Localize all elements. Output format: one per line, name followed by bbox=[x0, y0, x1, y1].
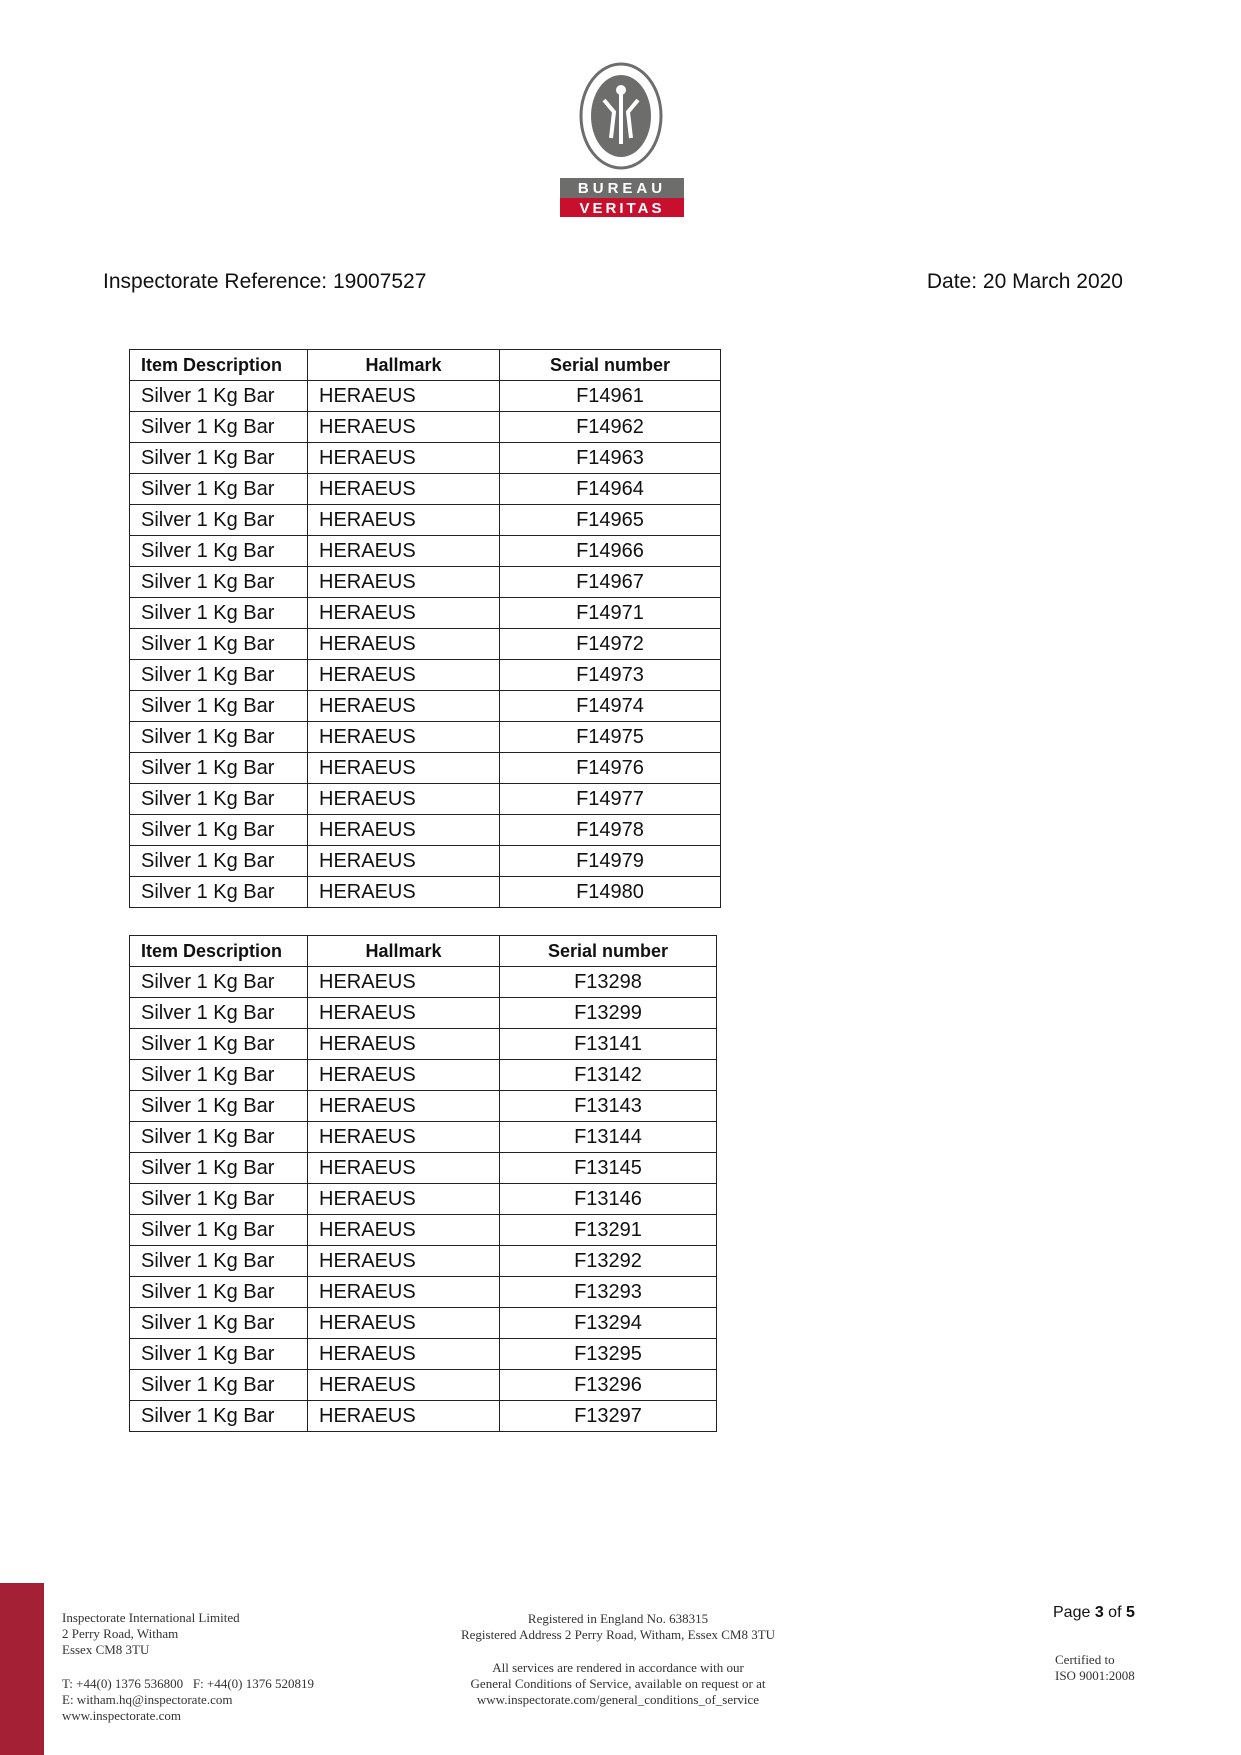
certified-label: Certified to bbox=[1055, 1652, 1115, 1667]
serial-number-cell: F14972 bbox=[500, 629, 721, 660]
table-row bbox=[130, 815, 721, 846]
table-row bbox=[130, 443, 721, 474]
hallmark-cell: HERAEUS bbox=[308, 660, 500, 691]
serial-number-cell: F13297 bbox=[500, 1401, 717, 1432]
table-row bbox=[130, 505, 721, 536]
item-description-cell: Silver 1 Kg Bar bbox=[130, 1277, 308, 1308]
item-description-cell: Silver 1 Kg Bar bbox=[130, 443, 308, 474]
logo-word-bureau: BUREAU bbox=[577, 180, 667, 197]
serial-number-cell: F14962 bbox=[500, 412, 721, 443]
item-description-cell: Silver 1 Kg Bar bbox=[130, 1215, 308, 1246]
table-row bbox=[130, 998, 717, 1029]
item-description-cell: Silver 1 Kg Bar bbox=[130, 567, 308, 598]
hallmark-cell: HERAEUS bbox=[308, 998, 500, 1029]
column-item-description: Item Description bbox=[130, 936, 308, 967]
table-row bbox=[130, 660, 721, 691]
item-description-cell: Silver 1 Kg Bar bbox=[130, 474, 308, 505]
item-description-cell: Silver 1 Kg Bar bbox=[130, 1029, 308, 1060]
table-row bbox=[130, 474, 721, 505]
serial-number-cell: F13293 bbox=[500, 1277, 717, 1308]
footer-email: E: witham.hq@inspectorate.com bbox=[62, 1692, 233, 1707]
serial-number-cell: F13143 bbox=[500, 1091, 717, 1122]
table-row bbox=[130, 1060, 717, 1091]
item-description-cell: Silver 1 Kg Bar bbox=[130, 1060, 308, 1091]
serial-number-cell: F14974 bbox=[500, 691, 721, 722]
item-description-cell: Silver 1 Kg Bar bbox=[130, 753, 308, 784]
serial-number-cell: F13295 bbox=[500, 1339, 717, 1370]
hallmark-cell: HERAEUS bbox=[308, 1246, 500, 1277]
hallmark-cell: HERAEUS bbox=[308, 877, 500, 908]
document-date: Date: 20 March 2020 bbox=[926, 270, 1123, 293]
hallmark-cell: HERAEUS bbox=[308, 1091, 500, 1122]
column-item-description: Item Description bbox=[130, 350, 308, 381]
table-row bbox=[130, 1215, 717, 1246]
footer-services-line: General Conditions of Service, available on request or at bbox=[470, 1676, 766, 1691]
serial-number-cell: F14964 bbox=[500, 474, 721, 505]
footer-registration-number: Registered in England No. 638315 bbox=[527, 1611, 709, 1626]
item-description-cell: Silver 1 Kg Bar bbox=[130, 846, 308, 877]
serial-number-cell: F13144 bbox=[500, 1122, 717, 1153]
table-row bbox=[130, 629, 721, 660]
hallmark-cell: HERAEUS bbox=[308, 474, 500, 505]
footer-registered-address: Registered Address 2 Perry Road, Witham, Essex CM8 3TU bbox=[460, 1627, 776, 1642]
footer-company-address bbox=[62, 1610, 240, 1658]
table-row bbox=[130, 1401, 717, 1432]
item-description-cell: Silver 1 Kg Bar bbox=[130, 877, 308, 908]
hallmark-cell: HERAEUS bbox=[308, 567, 500, 598]
table-row bbox=[130, 846, 721, 877]
table-row bbox=[130, 598, 721, 629]
table-row bbox=[130, 1246, 717, 1277]
hallmark-cell: HERAEUS bbox=[308, 381, 500, 412]
item-description-cell: Silver 1 Kg Bar bbox=[130, 660, 308, 691]
item-description-cell: Silver 1 Kg Bar bbox=[130, 412, 308, 443]
item-description-cell: Silver 1 Kg Bar bbox=[130, 629, 308, 660]
item-description-cell: Silver 1 Kg Bar bbox=[130, 815, 308, 846]
hallmark-cell: HERAEUS bbox=[308, 967, 500, 998]
hallmark-cell: HERAEUS bbox=[308, 1339, 500, 1370]
hallmark-cell: HERAEUS bbox=[308, 1029, 500, 1060]
hallmark-cell: HERAEUS bbox=[308, 815, 500, 846]
serial-number-cell: F14965 bbox=[500, 505, 721, 536]
serial-number-cell: F14966 bbox=[500, 536, 721, 567]
table-row bbox=[130, 1308, 717, 1339]
items-table-1 bbox=[129, 349, 721, 908]
serial-number-cell: F13141 bbox=[500, 1029, 717, 1060]
hallmark-cell: HERAEUS bbox=[308, 722, 500, 753]
hallmark-cell: HERAEUS bbox=[308, 412, 500, 443]
item-description-cell: Silver 1 Kg Bar bbox=[130, 1339, 308, 1370]
certification-note bbox=[1055, 1652, 1135, 1684]
footer-registration bbox=[448, 1611, 788, 1643]
page-total: 5 bbox=[1125, 1604, 1135, 1621]
table-row bbox=[130, 1370, 717, 1401]
serial-number-cell: F14979 bbox=[500, 846, 721, 877]
item-description-cell: Silver 1 Kg Bar bbox=[130, 505, 308, 536]
table-row bbox=[130, 1277, 717, 1308]
hallmark-cell: HERAEUS bbox=[308, 784, 500, 815]
serial-number-cell: F14967 bbox=[500, 567, 721, 598]
table-row bbox=[130, 567, 721, 598]
logo-word-veritas: VERITAS bbox=[579, 200, 665, 217]
hallmark-cell: HERAEUS bbox=[308, 1153, 500, 1184]
column-serial-number: Serial number bbox=[500, 936, 717, 967]
table-row bbox=[130, 412, 721, 443]
footer-red-bar bbox=[0, 1583, 44, 1755]
footer-address-line: Essex CM8 3TU bbox=[62, 1642, 150, 1657]
footer-address-line: 2 Perry Road, Witham bbox=[62, 1626, 179, 1641]
table-row bbox=[130, 536, 721, 567]
hallmark-cell: HERAEUS bbox=[308, 443, 500, 474]
hallmark-cell: HERAEUS bbox=[308, 753, 500, 784]
bureau-veritas-logo bbox=[556, 60, 686, 220]
footer-website: www.inspectorate.com bbox=[62, 1708, 182, 1723]
serial-number-cell: F13298 bbox=[500, 967, 717, 998]
hallmark-cell: HERAEUS bbox=[308, 1060, 500, 1091]
hallmark-cell: HERAEUS bbox=[308, 1401, 500, 1432]
table-row bbox=[130, 753, 721, 784]
serial-number-cell: F14971 bbox=[500, 598, 721, 629]
footer-services-link: www.inspectorate.com/general_conditions_of_service bbox=[476, 1692, 760, 1707]
serial-number-cell: F13142 bbox=[500, 1060, 717, 1091]
footer-contact bbox=[62, 1676, 314, 1724]
table-header-row bbox=[130, 350, 721, 381]
item-description-cell: Silver 1 Kg Bar bbox=[130, 1153, 308, 1184]
iso-standard: ISO 9001:2008 bbox=[1055, 1668, 1135, 1683]
table-row bbox=[130, 967, 717, 998]
table-row bbox=[130, 1184, 717, 1215]
serial-number-cell: F14973 bbox=[500, 660, 721, 691]
table-row bbox=[130, 1153, 717, 1184]
item-description-cell: Silver 1 Kg Bar bbox=[130, 784, 308, 815]
table-row bbox=[130, 1339, 717, 1370]
hallmark-cell: HERAEUS bbox=[308, 1370, 500, 1401]
hallmark-cell: HERAEUS bbox=[308, 1184, 500, 1215]
serial-number-cell: F13145 bbox=[500, 1153, 717, 1184]
items-table-2 bbox=[129, 935, 717, 1432]
table-row bbox=[130, 1122, 717, 1153]
hallmark-cell: HERAEUS bbox=[308, 629, 500, 660]
serial-number-cell: F13146 bbox=[500, 1184, 717, 1215]
hallmark-cell: HERAEUS bbox=[308, 1215, 500, 1246]
column-serial-number: Serial number bbox=[500, 350, 721, 381]
item-description-cell: Silver 1 Kg Bar bbox=[130, 536, 308, 567]
serial-number-cell: F13294 bbox=[500, 1308, 717, 1339]
serial-number-cell: F14978 bbox=[500, 815, 721, 846]
serial-number-cell: F14976 bbox=[500, 753, 721, 784]
table-row bbox=[130, 784, 721, 815]
serial-number-cell: F13291 bbox=[500, 1215, 717, 1246]
hallmark-cell: HERAEUS bbox=[308, 1122, 500, 1153]
page-prefix: Page bbox=[1053, 1604, 1095, 1621]
serial-number-cell: F14963 bbox=[500, 443, 721, 474]
item-description-cell: Silver 1 Kg Bar bbox=[130, 1370, 308, 1401]
page-number bbox=[1053, 1604, 1135, 1622]
footer-phone-fax: T: +44(0) 1376 536800 F: +44(0) 1376 520819 bbox=[62, 1676, 314, 1691]
item-description-cell: Silver 1 Kg Bar bbox=[130, 1184, 308, 1215]
table-row bbox=[130, 1029, 717, 1060]
serial-number-cell: F14977 bbox=[500, 784, 721, 815]
hallmark-cell: HERAEUS bbox=[308, 536, 500, 567]
hallmark-cell: HERAEUS bbox=[308, 846, 500, 877]
item-description-cell: Silver 1 Kg Bar bbox=[130, 598, 308, 629]
serial-number-cell: F13299 bbox=[500, 998, 717, 1029]
inspectorate-reference: Inspectorate Reference: 19007527 bbox=[103, 270, 427, 293]
table-row bbox=[130, 1091, 717, 1122]
item-description-cell: Silver 1 Kg Bar bbox=[130, 1122, 308, 1153]
hallmark-cell: HERAEUS bbox=[308, 505, 500, 536]
item-description-cell: Silver 1 Kg Bar bbox=[130, 1091, 308, 1122]
serial-number-cell: F14980 bbox=[500, 877, 721, 908]
hallmark-cell: HERAEUS bbox=[308, 1308, 500, 1339]
table-row bbox=[130, 722, 721, 753]
item-description-cell: Silver 1 Kg Bar bbox=[130, 1401, 308, 1432]
column-hallmark: Hallmark bbox=[308, 350, 500, 381]
item-description-cell: Silver 1 Kg Bar bbox=[130, 998, 308, 1029]
page-of: of bbox=[1103, 1604, 1126, 1621]
item-description-cell: Silver 1 Kg Bar bbox=[130, 691, 308, 722]
serial-number-cell: F14961 bbox=[500, 381, 721, 412]
item-description-cell: Silver 1 Kg Bar bbox=[130, 722, 308, 753]
table-row bbox=[130, 691, 721, 722]
table-row bbox=[130, 877, 721, 908]
column-hallmark: Hallmark bbox=[308, 936, 500, 967]
footer-services-note bbox=[448, 1660, 788, 1708]
page-current: 3 bbox=[1094, 1604, 1104, 1621]
serial-number-cell: F14975 bbox=[500, 722, 721, 753]
table-header-row bbox=[130, 936, 717, 967]
item-description-cell: Silver 1 Kg Bar bbox=[130, 1308, 308, 1339]
item-description-cell: Silver 1 Kg Bar bbox=[130, 1246, 308, 1277]
hallmark-cell: HERAEUS bbox=[308, 598, 500, 629]
hallmark-cell: HERAEUS bbox=[308, 691, 500, 722]
footer-services-line: All services are rendered in accordance with our bbox=[492, 1660, 744, 1675]
item-description-cell: Silver 1 Kg Bar bbox=[130, 381, 308, 412]
footer-company-name: Inspectorate International Limited bbox=[62, 1610, 240, 1625]
item-description-cell: Silver 1 Kg Bar bbox=[130, 967, 308, 998]
hallmark-cell: HERAEUS bbox=[308, 1277, 500, 1308]
serial-number-cell: F13296 bbox=[500, 1370, 717, 1401]
table-row bbox=[130, 381, 721, 412]
serial-number-cell: F13292 bbox=[500, 1246, 717, 1277]
